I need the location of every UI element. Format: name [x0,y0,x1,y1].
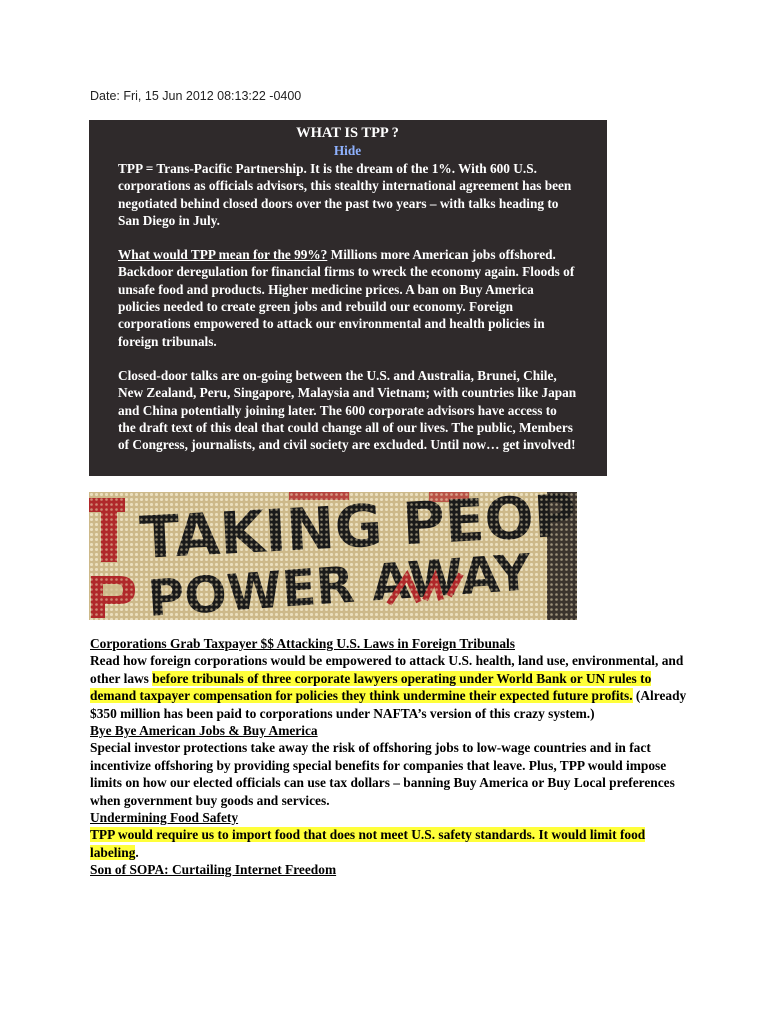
paragraph-food-safety-end: . [135,844,139,860]
box-paragraph-99-percent-text: Millions more American jobs offshored. Backdoor deregulation for financial firms to wreck the economy again. Floods of unsafe food and products. Higher medicine prices. A ban on Buy America policies needed to create green jobs and rebuild our economy. Foreign corporations empowered to attack our environmental and health policies in foreign tribunals. [118,247,575,349]
hide-link[interactable]: Hide [333,143,362,158]
heading-bye-bye-jobs[interactable]: Bye Bye American Jobs & Buy America [90,723,318,739]
heading-corporations-grab[interactable]: Corporations Grab Taxpayer $$ Attacking U.S. Laws in Foreign Tribunals [90,636,515,651]
highlight-tribunals: before tribunals of three corporate lawyers operating under World Bank or UN rules to demand taxpayer compensation for policies they think undermine their expected future profits. [90,670,652,704]
paragraph-corporations-grab-note: (Already $350 million has been paid to corporations under NAFTA’s version of this crazy system.) [90,688,687,721]
protest-banner-image [89,492,577,620]
box-title: WHAT IS TPP ? [296,125,399,141]
paragraph-food-safety [90,826,690,861]
what-is-tpp-box [89,120,607,476]
paragraph-corporations-grab-text: Read how foreign corporations would be empowered to attack U.S. health, land use, environmental, and other laws [90,653,684,686]
paragraph-corporations-grab [90,652,690,722]
highlight-food-safety: TPP would require us to import food that does not meet U.S. safety standards. It would limit food labeling [90,827,646,860]
protest-banner-art [89,492,577,620]
box-paragraph-99-percent [118,246,577,350]
box-link-99-percent[interactable]: What would TPP mean for the 99%? [118,247,328,263]
email-date: Date: Fri, 15 Jun 2012 08:13:22 -0400 [90,89,302,103]
paragraph-bye-bye-jobs: Special investor protections take away the risk of offshoring jobs to low-wage countries and in fact incentivize offshoring by providing special benefits for companies that leave. Plus, TPP would impose limits on how our elected officials can use tax dollars – banning Buy America or Buy Local preferences when government buy goods and services. [90,740,675,808]
heading-son-of-sopa[interactable]: Son of SOPA: Curtailing Internet Freedom [90,862,337,878]
heading-food-safety[interactable]: Undermining Food Safety [90,810,239,826]
box-paragraph-talks: Closed-door talks are on-going between the U.S. and Australia, Brunei, Chile, New Zealand, Peru, Singapore, Malaysia and Vietnam; with countries like Japan and China potentially joining later. The 600 corporate advisors have access to the draft text of this deal that could change all of our lives. The public, Members of Congress, journalists, and civil society are excluded. Until now… get involved! [118,367,577,453]
box-paragraph-definition: TPP = Trans-Pacific Partnership. It is the dream of the 1%. With 600 U.S. corporations as officials advisors, this stealthy international agreement has been negotiated behind closed doors over the past two years – with talks heading to San Diego in July. [118,161,572,228]
article-body [90,635,690,879]
